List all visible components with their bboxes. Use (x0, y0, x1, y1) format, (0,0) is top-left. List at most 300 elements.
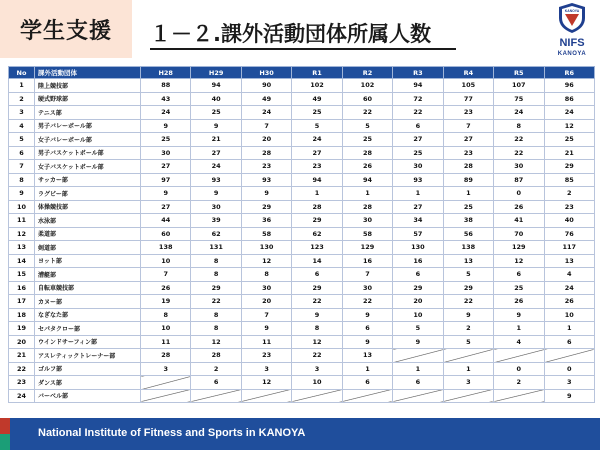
member-count-cell: 1 (292, 187, 342, 201)
member-count-cell: 8 (292, 322, 342, 336)
club-name: ゴルフ部 (35, 362, 141, 376)
member-count-cell: 23 (241, 160, 291, 174)
table-row (9, 119, 595, 133)
row-number: 23 (9, 376, 35, 390)
member-count-cell: 9 (292, 308, 342, 322)
empty-cell (494, 389, 544, 403)
member-count-cell: 3 (241, 362, 291, 376)
member-count-cell: 85 (544, 173, 595, 187)
member-count-cell: 40 (191, 92, 241, 106)
member-count-cell: 2 (544, 187, 595, 201)
club-name: 陸上競技部 (35, 79, 141, 93)
member-count-cell: 3 (141, 362, 191, 376)
member-count-cell: 9 (544, 389, 595, 403)
club-name: 体操競技部 (35, 200, 141, 214)
member-count-cell: 26 (342, 160, 392, 174)
row-number: 12 (9, 227, 35, 241)
member-count-cell: 5 (292, 119, 342, 133)
col-header-r3: R3 (393, 67, 443, 79)
col-header-r5: R5 (494, 67, 544, 79)
section-badge-label: 学生支援 (19, 18, 112, 44)
member-count-cell: 23 (292, 160, 342, 174)
member-count-cell: 29 (443, 281, 493, 295)
member-count-cell: 30 (494, 160, 544, 174)
row-number: 3 (9, 106, 35, 120)
member-count-cell: 7 (443, 119, 493, 133)
member-count-cell: 13 (544, 254, 595, 268)
row-number: 15 (9, 268, 35, 282)
member-count-cell: 87 (494, 173, 544, 187)
row-number: 13 (9, 241, 35, 255)
col-header-h30: H30 (241, 67, 291, 79)
member-count-cell: 20 (393, 295, 443, 309)
member-count-cell: 130 (393, 241, 443, 255)
member-count-cell: 20 (241, 133, 291, 147)
col-header-r6: R6 (544, 67, 595, 79)
table-row (9, 295, 595, 309)
club-name: 女子バレーボール部 (35, 133, 141, 147)
member-count-cell: 131 (191, 241, 241, 255)
member-count-cell: 26 (141, 281, 191, 295)
member-count-cell: 27 (443, 133, 493, 147)
row-number: 20 (9, 335, 35, 349)
table-row (9, 308, 595, 322)
member-count-cell: 6 (342, 322, 392, 336)
member-count-cell: 86 (544, 92, 595, 106)
member-count-cell: 22 (191, 295, 241, 309)
member-count-cell: 1 (443, 362, 493, 376)
member-count-cell: 2 (443, 322, 493, 336)
table-row (9, 79, 595, 93)
member-count-cell: 7 (241, 119, 291, 133)
member-count-cell: 1 (342, 187, 392, 201)
member-count-cell: 8 (241, 268, 291, 282)
club-name: カヌー部 (35, 295, 141, 309)
member-count-cell: 105 (443, 79, 493, 93)
member-count-cell: 4 (544, 268, 595, 282)
col-header-r1: R1 (292, 67, 342, 79)
member-count-cell: 107 (494, 79, 544, 93)
row-number: 2 (9, 92, 35, 106)
member-count-cell: 13 (443, 254, 493, 268)
table-row (9, 281, 595, 295)
table-row (9, 376, 595, 390)
club-name: 男子バレーボール部 (35, 119, 141, 133)
member-count-cell: 130 (241, 241, 291, 255)
member-count-cell: 8 (191, 308, 241, 322)
member-count-cell: 6 (494, 268, 544, 282)
table-row (9, 106, 595, 120)
member-count-cell: 16 (393, 254, 443, 268)
member-count-cell: 28 (292, 200, 342, 214)
member-count-cell: 29 (292, 214, 342, 228)
member-count-cell: 5 (443, 335, 493, 349)
member-count-cell: 24 (544, 281, 595, 295)
footer-accent-red (0, 418, 10, 434)
col-header-h29: H29 (191, 67, 241, 79)
member-count-cell: 60 (141, 227, 191, 241)
member-count-cell: 5 (393, 322, 443, 336)
empty-cell (191, 389, 241, 403)
member-count-cell: 9 (342, 308, 392, 322)
member-count-cell: 27 (141, 160, 191, 174)
table-row (9, 254, 595, 268)
member-count-cell: 4 (494, 335, 544, 349)
member-count-cell: 25 (191, 106, 241, 120)
member-count-cell: 36 (241, 214, 291, 228)
member-count-cell: 24 (191, 160, 241, 174)
member-count-cell: 7 (241, 308, 291, 322)
empty-cell (342, 389, 392, 403)
member-count-cell: 2 (191, 362, 241, 376)
member-count-cell: 24 (241, 106, 291, 120)
member-count-cell: 9 (141, 119, 191, 133)
title-underline (150, 48, 456, 50)
table-row (9, 160, 595, 174)
table-row (9, 133, 595, 147)
member-count-cell: 8 (494, 119, 544, 133)
logo-subname: KANOYA (557, 51, 587, 57)
member-count-cell: 3 (544, 376, 595, 390)
club-name: 漕艇部 (35, 268, 141, 282)
empty-cell (141, 376, 191, 390)
table-row (9, 322, 595, 336)
member-count-cell: 12 (494, 254, 544, 268)
member-count-cell: 12 (241, 376, 291, 390)
empty-cell (494, 349, 544, 363)
row-number: 10 (9, 200, 35, 214)
member-count-cell: 30 (393, 160, 443, 174)
member-count-cell: 129 (494, 241, 544, 255)
club-name: なぎなた部 (35, 308, 141, 322)
club-name: 硬式野球部 (35, 92, 141, 106)
member-count-cell: 29 (241, 200, 291, 214)
empty-cell (393, 349, 443, 363)
member-count-cell: 40 (544, 214, 595, 228)
member-count-cell: 27 (393, 200, 443, 214)
row-number: 4 (9, 119, 35, 133)
member-count-cell: 6 (191, 376, 241, 390)
member-count-cell: 2 (494, 376, 544, 390)
col-header-no: No (9, 67, 35, 79)
club-name: バーベル部 (35, 389, 141, 403)
section-badge (0, 0, 132, 58)
member-count-cell: 22 (494, 146, 544, 160)
member-count-cell: 58 (342, 227, 392, 241)
member-count-cell: 93 (241, 173, 291, 187)
club-name: 自転車競技部 (35, 281, 141, 295)
member-count-cell: 30 (141, 146, 191, 160)
member-count-cell: 6 (393, 376, 443, 390)
member-count-cell: 7 (141, 268, 191, 282)
table-row (9, 92, 595, 106)
university-logo (548, 2, 596, 64)
member-count-cell: 89 (443, 173, 493, 187)
member-count-cell: 102 (292, 79, 342, 93)
row-number: 1 (9, 79, 35, 93)
member-count-cell: 75 (494, 92, 544, 106)
member-count-cell: 28 (191, 349, 241, 363)
member-count-cell: 23 (443, 106, 493, 120)
member-count-cell: 72 (393, 92, 443, 106)
member-count-cell: 93 (393, 173, 443, 187)
row-number: 16 (9, 281, 35, 295)
member-count-cell: 1 (393, 187, 443, 201)
member-count-cell: 27 (292, 146, 342, 160)
club-name: 柔道部 (35, 227, 141, 241)
member-count-cell: 5 (443, 268, 493, 282)
row-number: 11 (9, 214, 35, 228)
member-count-cell: 9 (191, 119, 241, 133)
member-count-cell: 25 (544, 133, 595, 147)
member-count-cell: 38 (443, 214, 493, 228)
member-count-cell: 93 (191, 173, 241, 187)
member-count-cell: 3 (443, 376, 493, 390)
table-header-row (9, 67, 595, 79)
table-row (9, 268, 595, 282)
member-count-cell: 28 (241, 146, 291, 160)
member-count-cell: 9 (494, 308, 544, 322)
member-count-cell: 11 (141, 335, 191, 349)
member-count-cell: 28 (443, 160, 493, 174)
member-count-cell: 1 (544, 322, 595, 336)
member-count-cell: 138 (443, 241, 493, 255)
member-count-cell: 0 (494, 362, 544, 376)
member-count-cell: 16 (342, 254, 392, 268)
member-count-cell: 25 (292, 106, 342, 120)
member-count-cell: 6 (292, 268, 342, 282)
club-name: セパタクロー部 (35, 322, 141, 336)
member-count-cell: 26 (494, 295, 544, 309)
table-row (9, 362, 595, 376)
member-count-cell: 90 (241, 79, 291, 93)
member-count-cell: 62 (191, 227, 241, 241)
member-count-cell: 56 (443, 227, 493, 241)
member-count-cell: 7 (342, 268, 392, 282)
member-count-cell: 57 (393, 227, 443, 241)
member-count-cell: 25 (494, 281, 544, 295)
member-count-cell: 29 (393, 281, 443, 295)
member-count-cell: 41 (494, 214, 544, 228)
member-count-cell: 22 (393, 106, 443, 120)
member-count-cell: 5 (342, 119, 392, 133)
member-count-cell: 12 (191, 335, 241, 349)
table-row (9, 241, 595, 255)
shield-icon (557, 2, 587, 34)
member-count-cell: 9 (342, 335, 392, 349)
member-count-cell: 25 (443, 200, 493, 214)
member-count-cell: 9 (241, 322, 291, 336)
empty-cell (443, 389, 493, 403)
member-count-cell: 8 (191, 268, 241, 282)
member-count-cell: 11 (241, 335, 291, 349)
club-name: 剣道部 (35, 241, 141, 255)
member-count-cell: 1 (342, 362, 392, 376)
table-row (9, 173, 595, 187)
member-count-cell: 8 (191, 322, 241, 336)
member-count-cell: 102 (342, 79, 392, 93)
member-count-cell: 19 (141, 295, 191, 309)
member-count-cell: 94 (191, 79, 241, 93)
club-name: アスレティックトレーナー部 (35, 349, 141, 363)
member-count-cell: 28 (342, 146, 392, 160)
club-name: ラグビー部 (35, 187, 141, 201)
member-count-cell: 60 (342, 92, 392, 106)
member-count-cell: 22 (443, 295, 493, 309)
member-count-cell: 70 (494, 227, 544, 241)
member-count-cell: 12 (241, 254, 291, 268)
member-count-cell: 43 (141, 92, 191, 106)
member-count-cell: 44 (141, 214, 191, 228)
empty-cell (141, 389, 191, 403)
member-count-cell: 24 (494, 106, 544, 120)
member-count-cell: 29 (191, 281, 241, 295)
member-count-cell: 0 (544, 362, 595, 376)
member-count-cell: 22 (292, 295, 342, 309)
club-name: 女子バスケットボール部 (35, 160, 141, 174)
member-count-cell: 94 (292, 173, 342, 187)
table-row (9, 227, 595, 241)
member-count-cell: 27 (141, 200, 191, 214)
member-count-cell: 30 (342, 214, 392, 228)
row-number: 8 (9, 173, 35, 187)
member-count-cell: 26 (494, 200, 544, 214)
row-number: 24 (9, 389, 35, 403)
member-count-cell: 34 (393, 214, 443, 228)
member-count-cell: 24 (292, 133, 342, 147)
member-count-cell: 22 (494, 133, 544, 147)
member-count-cell: 9 (241, 187, 291, 201)
col-header-h28: H28 (141, 67, 191, 79)
table-row (9, 187, 595, 201)
member-count-cell: 62 (292, 227, 342, 241)
member-count-cell: 10 (141, 254, 191, 268)
member-count-cell: 21 (191, 133, 241, 147)
member-count-cell: 49 (241, 92, 291, 106)
member-count-cell: 97 (141, 173, 191, 187)
member-count-cell: 29 (544, 160, 595, 174)
col-header-r4: R4 (443, 67, 493, 79)
member-count-cell: 25 (393, 146, 443, 160)
member-count-cell: 117 (544, 241, 595, 255)
member-count-cell: 14 (292, 254, 342, 268)
row-number: 21 (9, 349, 35, 363)
empty-cell (544, 349, 595, 363)
member-count-cell: 49 (292, 92, 342, 106)
member-count-cell: 123 (292, 241, 342, 255)
member-count-cell: 29 (292, 281, 342, 295)
club-membership-table (8, 66, 595, 403)
member-count-cell: 1 (494, 322, 544, 336)
member-count-cell: 24 (544, 106, 595, 120)
member-count-cell: 9 (191, 187, 241, 201)
member-count-cell: 27 (393, 133, 443, 147)
member-count-cell: 24 (141, 106, 191, 120)
club-name: テニス部 (35, 106, 141, 120)
member-count-cell: 77 (443, 92, 493, 106)
member-count-cell: 76 (544, 227, 595, 241)
member-count-cell: 1 (443, 187, 493, 201)
club-name: サッカー部 (35, 173, 141, 187)
member-count-cell: 22 (342, 106, 392, 120)
member-count-cell: 10 (393, 308, 443, 322)
row-number: 6 (9, 146, 35, 160)
member-count-cell: 6 (393, 268, 443, 282)
table-row (9, 335, 595, 349)
member-count-cell: 21 (544, 146, 595, 160)
member-count-cell: 20 (241, 295, 291, 309)
member-count-cell: 8 (141, 308, 191, 322)
member-count-cell: 129 (342, 241, 392, 255)
table-row (9, 389, 595, 403)
member-count-cell: 94 (393, 79, 443, 93)
member-count-cell: 9 (141, 187, 191, 201)
member-count-cell: 30 (342, 281, 392, 295)
row-number: 5 (9, 133, 35, 147)
member-count-cell: 10 (292, 376, 342, 390)
empty-cell (393, 389, 443, 403)
member-count-cell: 6 (544, 335, 595, 349)
row-number: 17 (9, 295, 35, 309)
member-count-cell: 3 (292, 362, 342, 376)
member-count-cell: 8 (191, 254, 241, 268)
member-count-cell: 26 (544, 295, 595, 309)
member-count-cell: 12 (544, 119, 595, 133)
member-count-cell: 58 (241, 227, 291, 241)
club-name: 水泳部 (35, 214, 141, 228)
member-count-cell: 6 (342, 376, 392, 390)
member-count-cell: 22 (342, 295, 392, 309)
row-number: 18 (9, 308, 35, 322)
club-name: ヨット部 (35, 254, 141, 268)
row-number: 14 (9, 254, 35, 268)
footer-institution-name: National Institute of Fitness and Sports in KANOYA (38, 427, 306, 439)
table-row (9, 214, 595, 228)
empty-cell (241, 389, 291, 403)
empty-cell (443, 349, 493, 363)
member-count-cell: 10 (141, 322, 191, 336)
member-count-cell: 9 (393, 335, 443, 349)
shield-text: KANOYA (564, 9, 580, 13)
member-count-cell: 96 (544, 79, 595, 93)
member-count-cell: 0 (494, 187, 544, 201)
footer-accent-green (0, 434, 10, 450)
member-count-cell: 88 (141, 79, 191, 93)
col-header-club: 課外活動団体 (35, 67, 141, 79)
member-count-cell: 23 (241, 349, 291, 363)
club-name: ダンス部 (35, 376, 141, 390)
table-row (9, 200, 595, 214)
member-count-cell: 25 (141, 133, 191, 147)
member-count-cell: 30 (241, 281, 291, 295)
club-name: 男子バスケットボール部 (35, 146, 141, 160)
member-count-cell: 28 (342, 200, 392, 214)
page-title: １－２.課外活動団体所属人数 (150, 22, 431, 46)
member-count-cell: 10 (544, 308, 595, 322)
member-count-cell: 12 (292, 335, 342, 349)
row-number: 7 (9, 160, 35, 174)
row-number: 22 (9, 362, 35, 376)
member-count-cell: 13 (342, 349, 392, 363)
member-count-cell: 6 (393, 119, 443, 133)
member-count-cell: 23 (544, 200, 595, 214)
member-count-cell: 30 (191, 200, 241, 214)
member-count-cell: 23 (443, 146, 493, 160)
table-row (9, 349, 595, 363)
member-count-cell: 9 (443, 308, 493, 322)
empty-cell (292, 389, 342, 403)
member-count-cell: 1 (393, 362, 443, 376)
